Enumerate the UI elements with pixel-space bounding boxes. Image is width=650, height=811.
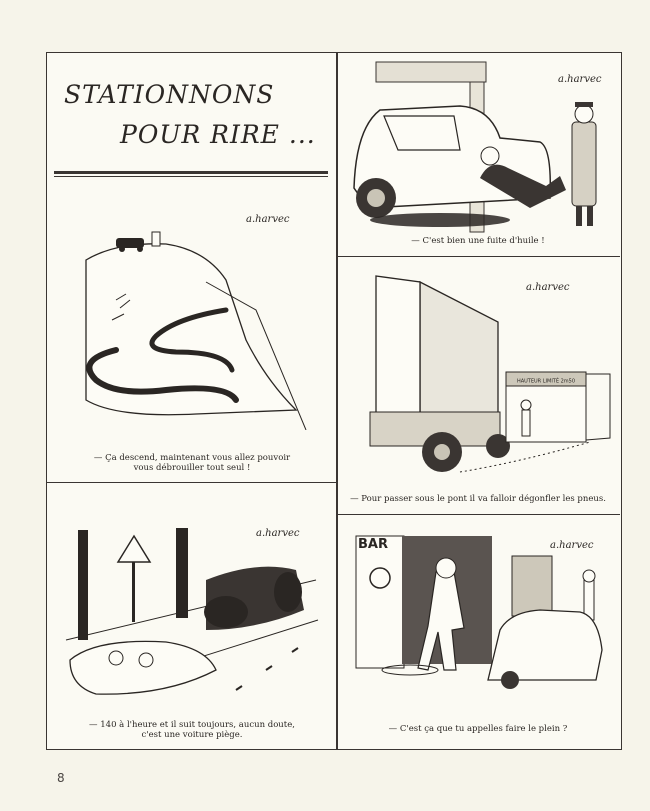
- caption-line2: vous débrouiller tout seul !: [133, 463, 251, 473]
- caption-line2: c'est une voiture piège.: [141, 730, 243, 740]
- cartoon-truck-bridge-illustration: [340, 262, 616, 482]
- cartoon-speeding-cars-illustration: [56, 520, 328, 708]
- divider-right-top: [337, 256, 620, 257]
- divider-right-mid: [337, 514, 620, 515]
- signature: a.harvec: [558, 74, 602, 85]
- cartoon-mountain-road: [56, 200, 328, 480]
- page-title-line2: POUR RIRE ...: [120, 120, 316, 149]
- cartoon-oil-leak-illustration: [340, 58, 616, 254]
- page-number: 8: [57, 771, 65, 785]
- cartoon-mountain-road-illustration: [56, 200, 328, 430]
- cartoon-oil-leak: [340, 58, 616, 254]
- caption-line1: — 140 à l'heure et il suit toujours, aucun doute,: [89, 720, 295, 730]
- caption-line1: — Ça descend, maintenant vous allez pouvoir: [93, 453, 291, 463]
- signature: a.harvec: [550, 540, 594, 551]
- column-divider: [336, 52, 338, 750]
- cartoon-speeding-cars: [56, 520, 328, 746]
- caption: — Pour passer sous le pont il va falloir dégonfler les pneus.: [350, 494, 606, 504]
- cartoon-truck-bridge: [340, 262, 616, 510]
- bridge-height-sign: HAUTEUR LIMITÉ 2m50: [516, 378, 576, 385]
- divider-left-mid: [46, 482, 336, 483]
- title-rule-thick: [54, 171, 328, 174]
- page-title-line1: STATIONNONS: [64, 80, 275, 109]
- signature: a.harvec: [256, 528, 300, 539]
- caption: — C'est ça que tu appelles faire le plein ?: [388, 724, 568, 734]
- title-rule-thin: [54, 176, 328, 177]
- bar-sign: BAR: [358, 537, 388, 552]
- signature: a.harvec: [246, 214, 290, 225]
- signature: a.harvec: [526, 282, 570, 293]
- caption: — C'est bien une fuite d'huile !: [411, 236, 545, 246]
- cartoon-bar-fill-up: [340, 520, 616, 746]
